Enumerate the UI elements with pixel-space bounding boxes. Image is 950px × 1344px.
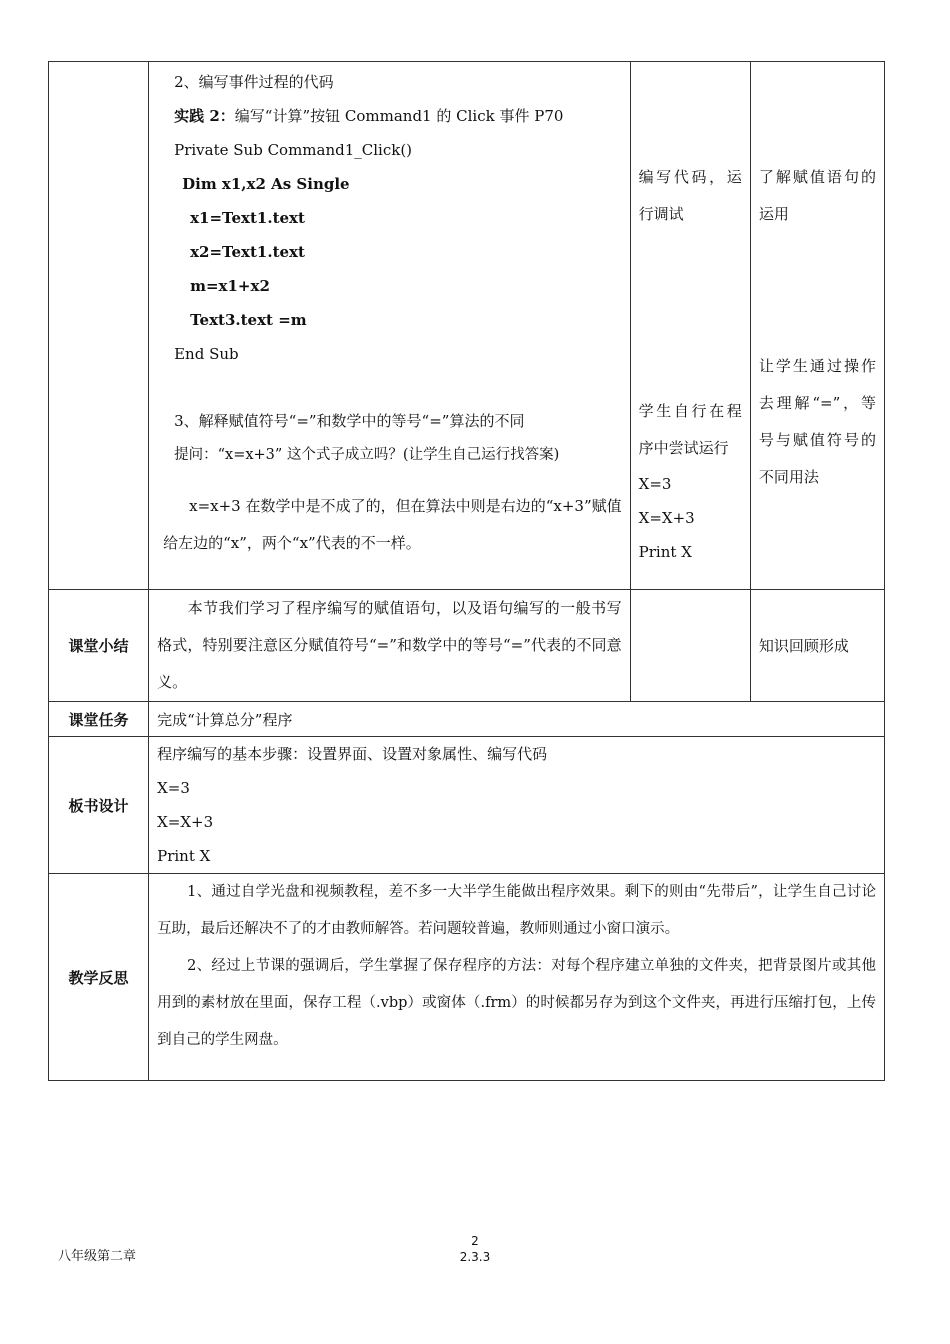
section-number: 2.3.3 [459, 1250, 491, 1264]
code-line-x1: x1=Text1.text [190, 209, 305, 227]
goal-b: 让学生通过操作去理解“=”，等号与赋值符号的不同用法 [758, 357, 876, 486]
board-line-steps: 程序编写的基本步骤：设置界面、设置对象属性、编写代码 [157, 745, 548, 763]
reflection-paragraph-2 [157, 948, 876, 1059]
reflection-content-cell [149, 874, 885, 1081]
practice-label-cell [49, 62, 149, 590]
summary-row [49, 590, 885, 702]
reflection-text-2: 2、经过上节课的强调后，学生掌握了保存程序的方法：对每个程序建立单独的文件夹，把背景图片或其他用到的素材放在里面，保存工程（.vbp）或窗体（.frm）的时候都另存为到这个文件夹，再进行压缩打包，上传到自己的学生网盘。 [157, 958, 876, 1048]
summary-goal: 知识回顾形成 [758, 637, 849, 655]
page-footer-center [430, 1233, 520, 1265]
code-line-sub: Private Sub Command1_Click() [174, 141, 413, 159]
reflection-paragraph-1 [157, 874, 876, 948]
board-row [49, 737, 885, 874]
goal-cell [750, 62, 884, 590]
page-number: 2 [471, 1234, 479, 1248]
practice-content-cell [149, 62, 631, 590]
question-line: 提问：“x=x+3” 这个式子成立吗？(让学生自己运行找答案) [174, 447, 560, 463]
summary-label: 课堂小结 [49, 590, 149, 702]
board-content-cell [149, 737, 885, 874]
task-row [49, 702, 885, 737]
board-label: 板书设计 [49, 737, 149, 874]
reflection-row [49, 874, 885, 1081]
step-3-heading: 3、解释赋值符号“=”和数学中的等号“=”算法的不同 [174, 412, 525, 430]
board-line-xx3: X=X+3 [157, 813, 214, 831]
practice-2-label: 实践 2： [174, 107, 235, 125]
activity-b-code-1: X=3 [638, 475, 672, 493]
summary-text: 本节我们学习了程序编写的赋值语句，以及语句编写的一般书写格式，特别要注意区分赋值符号“=”和数学中的等号“=”代表的不同意义。 [157, 599, 622, 691]
lesson-plan-table [48, 61, 885, 1081]
step-2-heading: 2、编写事件过程的代码 [174, 73, 334, 91]
reflection-label: 教学反思 [49, 874, 149, 1081]
activity-a: 编写代码，运行调试 [638, 168, 742, 223]
task-text: 完成“计算总分”程序 [157, 710, 293, 729]
code-line-endsub: End Sub [174, 345, 239, 363]
task-label: 课堂任务 [49, 702, 149, 737]
code-line-dim: Dim x1,x2 As Single [182, 175, 350, 193]
practice-2-text: 编写“计算”按钮 Command1 的 Click 事件 P70 [234, 107, 564, 125]
activity-b-code-3: Print X [638, 543, 692, 561]
summary-content-cell [149, 590, 631, 702]
activity-b-code-2: X=X+3 [638, 509, 695, 527]
chapter-footer: 八年级第二章 [58, 1249, 137, 1264]
summary-goal-cell [750, 590, 884, 702]
practice-row [49, 62, 885, 590]
goal-a: 了解赋值语句的运用 [758, 168, 876, 223]
explanation-text: x=x+3 在数学中是不成了的，但在算法中则是右边的“x+3”赋值给左边的“x”，两个“x”代表的不一样。 [163, 497, 622, 552]
reflection-text-1: 1、通过自学光盘和视频教程，差不多一大半学生能做出程序效果。剩下的则由“先带后”，让学生自己讨论互助，最后还解决不了的才由教师解答。若问题较普遍，教师则通过小窗口演示。 [157, 884, 877, 937]
practice-2-line [174, 99, 622, 133]
activity-b-text: 学生自行在程序中尝试运行 [638, 402, 742, 457]
board-line-x3: X=3 [157, 779, 190, 797]
code-line-x2: x2=Text1.text [190, 243, 305, 261]
board-line-print: Print X [157, 847, 211, 865]
summary-activity-cell [630, 590, 750, 702]
code-line-text3: Text3.text =m [190, 311, 307, 329]
task-content-cell [149, 702, 885, 737]
activity-cell [630, 62, 750, 590]
code-line-m: m=x1+x2 [190, 277, 270, 295]
